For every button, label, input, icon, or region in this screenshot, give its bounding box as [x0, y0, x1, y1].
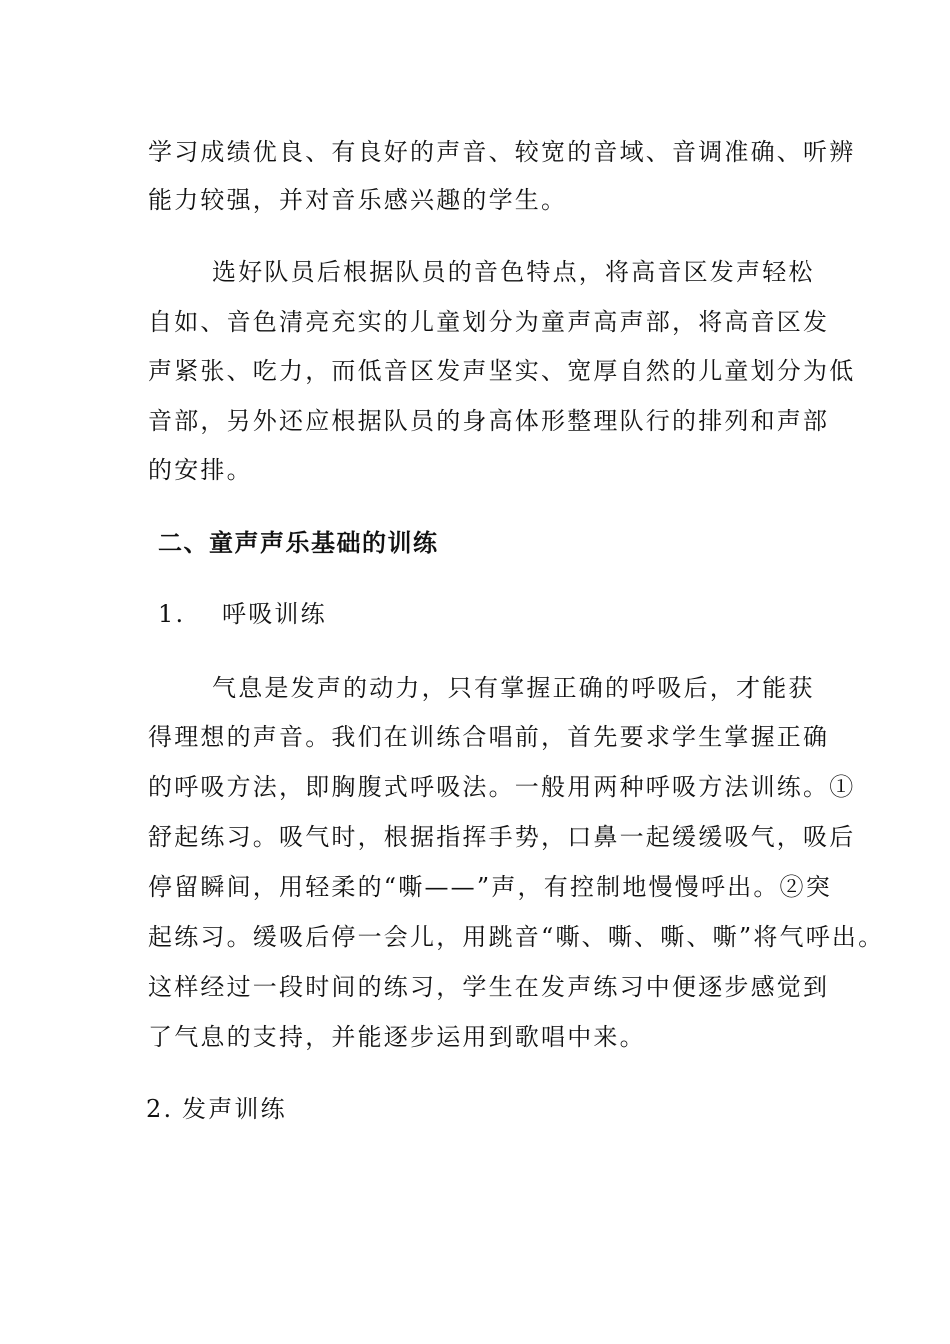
subsection-2-number: 2.	[146, 1095, 174, 1123]
paragraph-3-line-3: 的呼吸方法，即胸腹式呼吸法。一般用两种呼吸方法训练。①	[148, 773, 856, 801]
subsection-1-title: 呼吸训练	[222, 600, 327, 628]
paragraph-3-line-4: 舒起练习。吸气时，根据指挥手势，口鼻一起缓缓吸气，吸后	[148, 823, 856, 851]
paragraph-2-line-1: 选好队员后根据队员的音色特点，将高音区发声轻松	[212, 258, 815, 286]
paragraph-1-line-1: 学习成绩优良、有良好的声音、较宽的音域、音调准确、听辨	[148, 138, 856, 166]
paragraph-2-line-2: 自如、音色清亮充实的儿童划分为童声高声部，将高音区发	[148, 308, 830, 336]
paragraph-1-line-2: 能力较强，并对音乐感兴趣的学生。	[148, 186, 568, 214]
subsection-2-title: 发声训练	[182, 1095, 287, 1123]
paragraph-2-line-4: 音部，另外还应根据队员的身高体形整理队行的排列和声部	[148, 407, 830, 435]
paragraph-2-line-5: 的安排。	[148, 456, 253, 484]
paragraph-3-line-1: 气息是发声的动力，只有掌握正确的呼吸后，才能获	[212, 674, 815, 702]
paragraph-3-line-2: 得理想的声音。我们在训练合唱前，首先要求学生掌握正确	[148, 723, 830, 751]
paragraph-3-line-5: 停留瞬间，用轻柔的“嘶——”声，有控制地慢慢呼出。②突	[148, 873, 832, 901]
section-heading: 二、童声声乐基础的训练	[158, 529, 439, 557]
paragraph-3-line-8: 了气息的支持，并能逐步运用到歌唱中来。	[148, 1023, 646, 1051]
paragraph-3-line-7: 这样经过一段时间的练习，学生在发声练习中便逐步感觉到	[148, 973, 830, 1001]
paragraph-3-line-6: 起练习。缓吸后停一会儿，用跳音“嘶、嘶、嘶、嘶”将气呼出。	[148, 923, 885, 951]
subsection-1-number: 1.	[158, 600, 186, 628]
paragraph-2-line-3: 声紧张、吃力，而低音区发声坚实、宽厚自然的儿童划分为低	[148, 357, 856, 385]
